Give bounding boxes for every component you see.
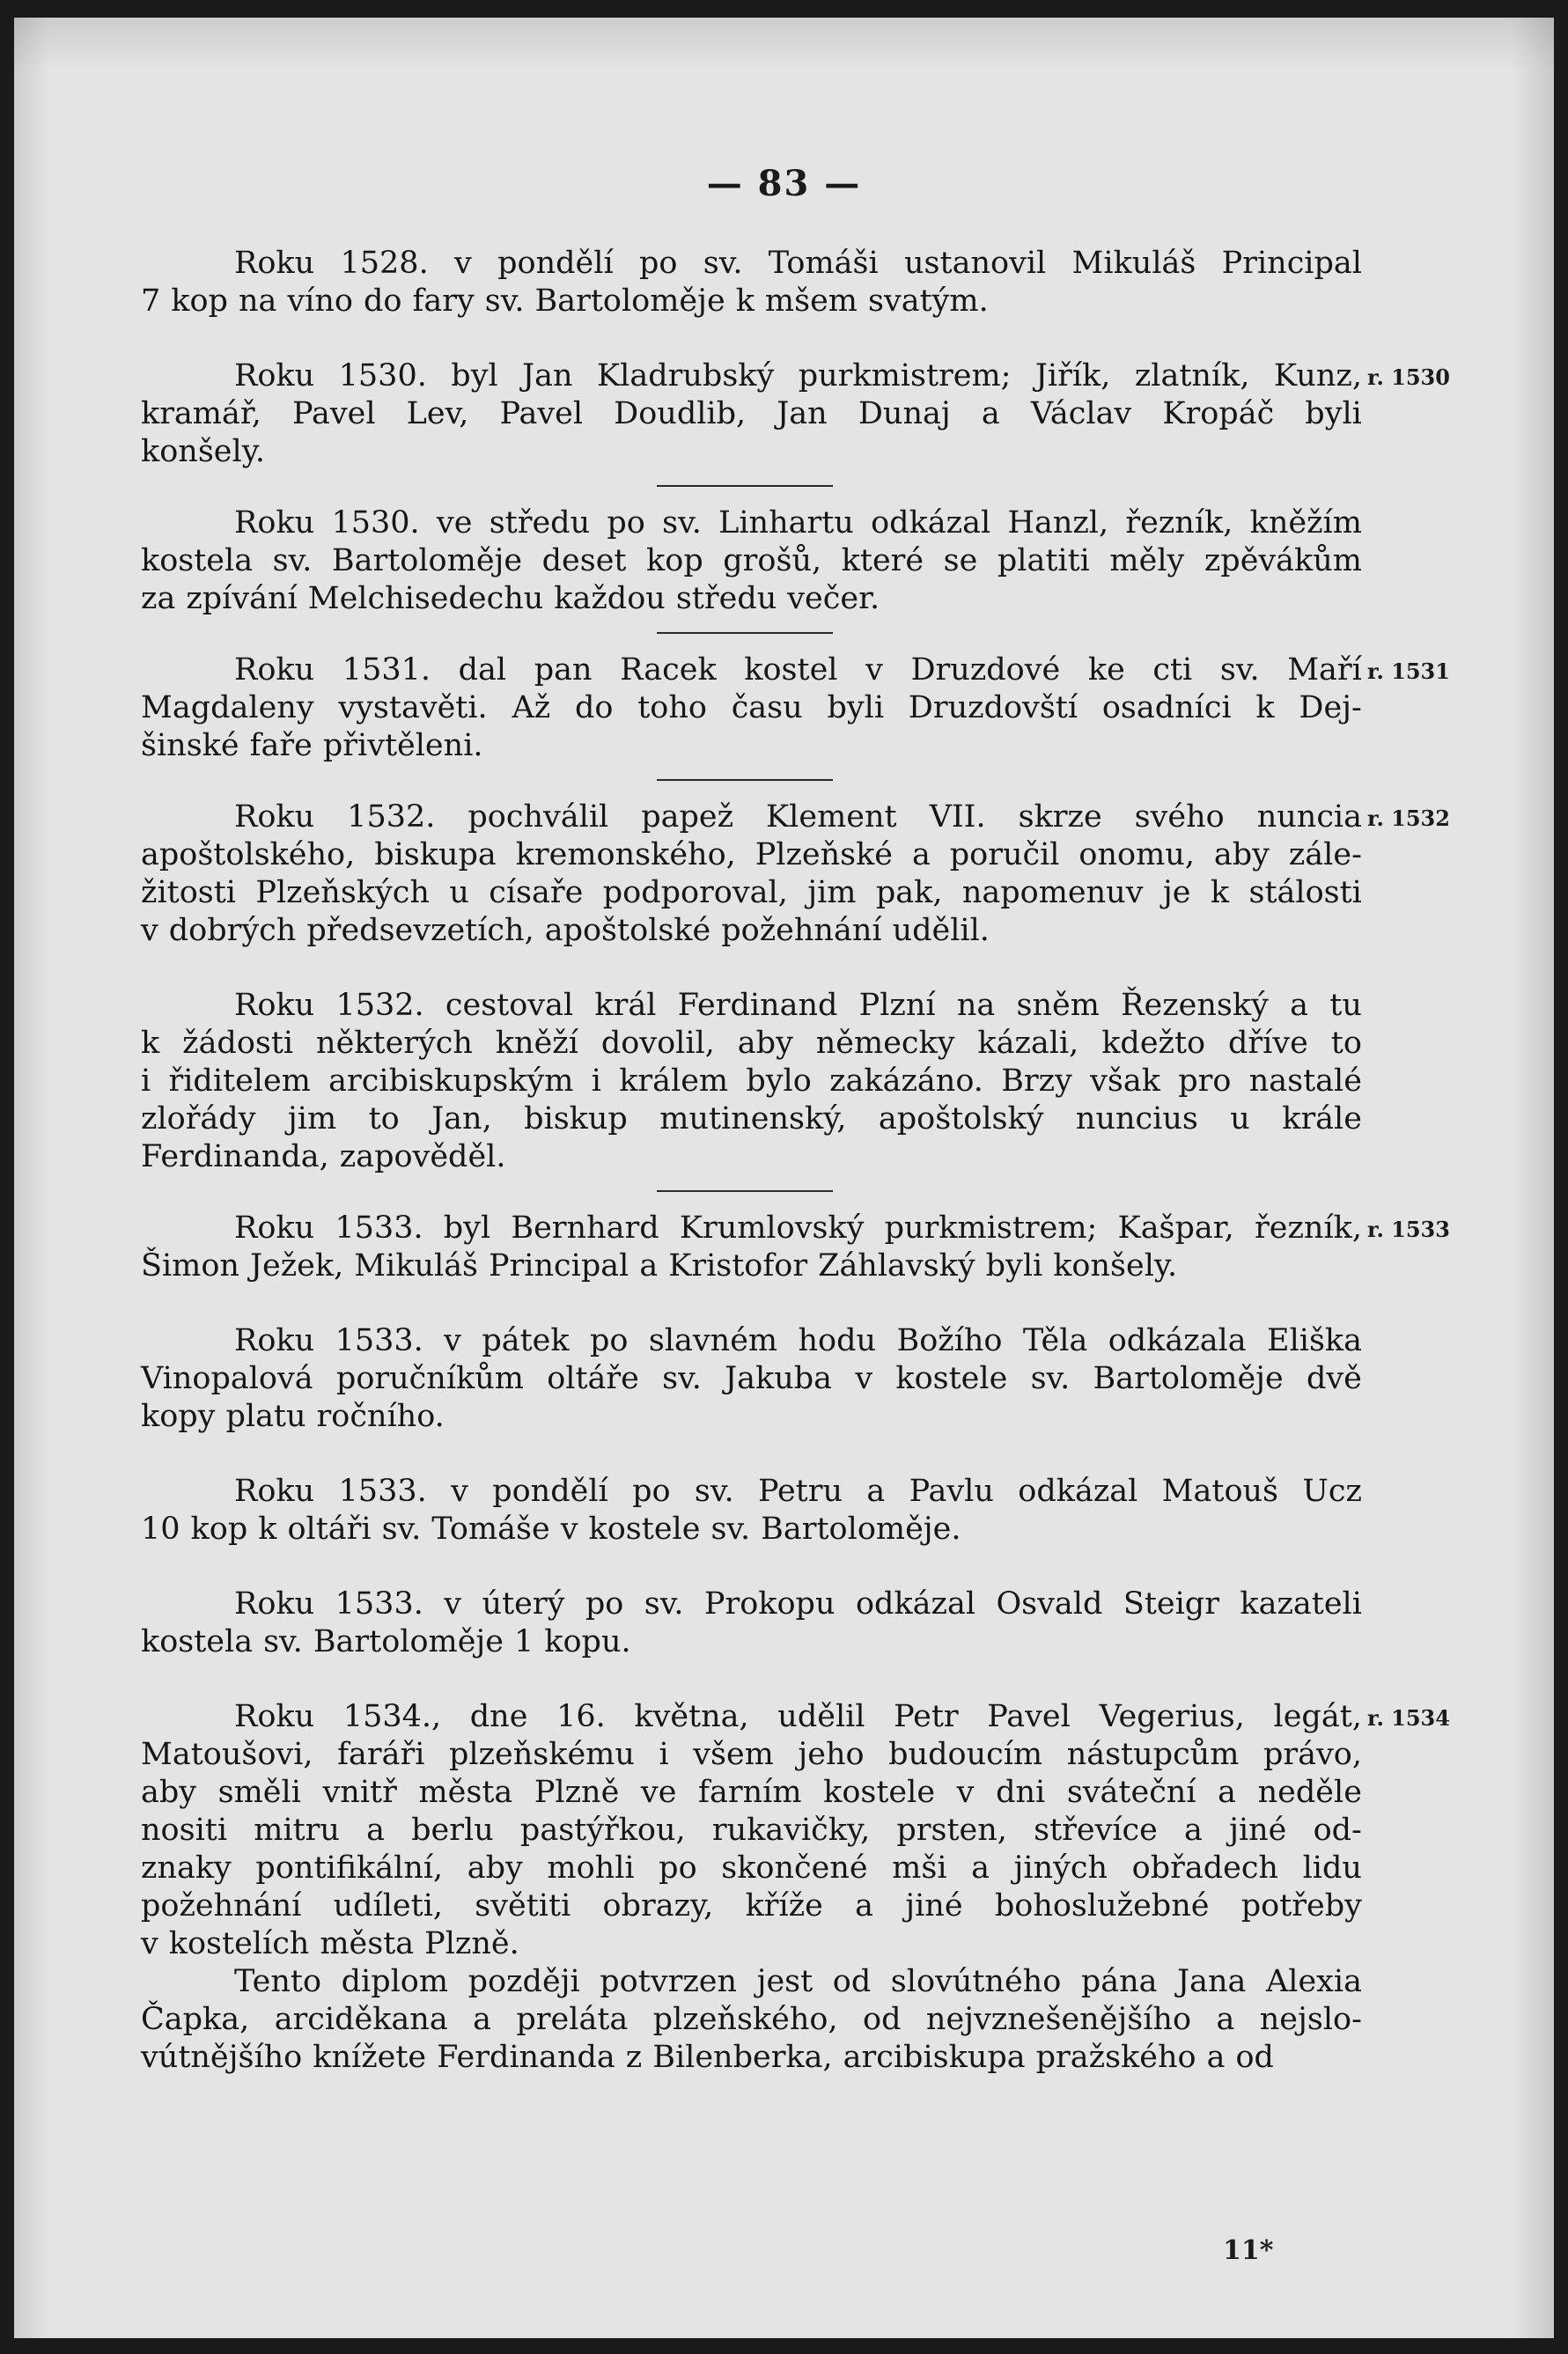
- text-line: k žádosti některých kněží dovolil, aby německy kázali, kdežto dříve to: [141, 1026, 1362, 1061]
- text-line: Vinopalová poručníkům oltáře sv. Jakuba v kostele sv. Bartoloměje dvě: [141, 1361, 1362, 1396]
- text-line: Roku 1533. byl Bernhard Krumlovský purkmistrem; Kašpar, řezník,: [234, 1210, 1362, 1246]
- paragraph: [141, 651, 1362, 765]
- text-line: Roku 1528. v pondělí po sv. Tomáši ustanovil Mikuláš Principal: [234, 246, 1362, 281]
- book-page: [14, 18, 1554, 2338]
- paragraph: [141, 1963, 1362, 2077]
- text-line: kostela sv. Bartoloměje 1 kopu.: [141, 1624, 631, 1659]
- paragraph: [141, 1585, 1362, 1661]
- text-line: Roku 1533. v pondělí po sv. Petru a Pavlu odkázal Matouš Ucz: [234, 1474, 1362, 1509]
- text-line: Roku 1533. v úterý po sv. Prokopu odkázal Osvald Steigr kazateli: [234, 1586, 1362, 1622]
- text-line: Roku 1534., dne 16. května, udělil Petr Pavel Vegerius, legát,: [234, 1699, 1362, 1734]
- text-line: v kostelích města Plzně.: [141, 1926, 519, 1961]
- text-line: zlořády jim to Jan, biskup mutinenský, apoštolský nuncius u krále: [141, 1101, 1362, 1137]
- text-line: šinské faře přivtěleni.: [141, 728, 483, 763]
- text-line: Tento diplom později potvrzen jest od slovútného pána Jana Alexia: [234, 1964, 1362, 1999]
- text-line: kopy platu ročního.: [141, 1399, 445, 1434]
- text-line: Roku 1533. v pátek po slavném hodu Božího Těla odkázala Eliška: [234, 1323, 1362, 1358]
- text-line: Magdaleny vystavěti. Až do toho času byli Druzdovští osadníci k Dej-: [141, 690, 1362, 725]
- section-divider: [657, 632, 833, 634]
- text-line: apoštolského, biskupa kremonského, Plzeňské a poručil onomu, aby zále-: [141, 837, 1362, 872]
- text-line: Roku 1530. ve středu po sv. Linhartu odkázal Hanzl, řezník, kněžím: [234, 505, 1362, 541]
- text-line: aby směli vnitř města Plzně ve farním kostele v dni sváteční a neděle: [141, 1775, 1362, 1810]
- text-line: žitosti Plzeňských u císaře podporoval, jim pak, napomenuv je k stálosti: [141, 875, 1362, 910]
- text-line: Čapka, arciděkana a preláta plzeňského, od nejvznešenějšího a nejslo-: [141, 2002, 1362, 2037]
- paragraph: [141, 1322, 1362, 1436]
- margin-year-note: r. 1532: [1367, 806, 1450, 831]
- signature-mark: 11*: [1223, 2235, 1274, 2266]
- page-number: — 83 —: [706, 163, 862, 204]
- paragraph: [141, 1210, 1362, 1285]
- section-divider: [657, 779, 833, 781]
- text-line: konšely.: [141, 434, 265, 469]
- margin-year-note: r. 1533: [1367, 1217, 1450, 1242]
- paragraph: [141, 504, 1362, 618]
- text-line: Šimon Ježek, Mikuláš Principal a Kristofor Záhlavský byli konšely.: [141, 1248, 1178, 1284]
- text-line: nositi mitru a berlu pastýřkou, rukavičky, prsten, střevíce a jiné od-: [141, 1813, 1362, 1848]
- text-line: 10 kop k oltáři sv. Tomáše v kostele sv. Bartoloměje.: [141, 1512, 961, 1547]
- section-divider: [657, 1190, 833, 1192]
- text-line: v dobrých předsevzetích, apoštolské požehnání udělil.: [141, 913, 990, 948]
- text-line: znaky pontifikální, aby mohli po skončené mši a jiných obřadech lidu: [141, 1850, 1362, 1886]
- text-line: Roku 1532. cestoval král Ferdinand Plzní na sněm Řezenský a tu: [234, 988, 1362, 1023]
- text-line: kostela sv. Bartoloměje deset kop grošů, které se platiti měly zpěvákům: [141, 543, 1362, 578]
- paragraph: [141, 987, 1362, 1176]
- paragraph: [141, 1473, 1362, 1548]
- text-line: Matoušovi, faráři plzeňskému i všem jeho budoucím nástupcům právo,: [141, 1737, 1362, 1772]
- text-line: Ferdinanda, zapověděl.: [141, 1139, 506, 1174]
- paragraph: [141, 245, 1362, 320]
- text-line: Roku 1532. pochválil papež Klement VII. skrze svého nuncia: [234, 799, 1362, 835]
- text-line: kramář, Pavel Lev, Pavel Doudlib, Jan Dunaj a Václav Kropáč byli: [141, 396, 1362, 431]
- text-line: Roku 1530. byl Jan Kladrubský purkmistrem; Jiřík, zlatník, Kunz,: [234, 358, 1362, 394]
- paragraph: [141, 798, 1362, 950]
- paragraph: [141, 1698, 1362, 1963]
- text-line: požehnání udíleti, světiti obrazy, kříže a jiné bohoslužebné potřeby: [141, 1888, 1362, 1924]
- text-line: i řiditelem arcibiskupským i králem bylo zakázáno. Brzy však pro nastalé: [141, 1063, 1362, 1099]
- section-divider: [657, 485, 833, 487]
- text-line: Roku 1531. dal pan Racek kostel v Druzdové ke cti sv. Maří: [234, 652, 1362, 688]
- text-line: za zpívání Melchisedechu každou středu večer.: [141, 581, 880, 616]
- margin-year-note: r. 1531: [1367, 658, 1450, 684]
- text-line: vútnějšího knížete Ferdinanda z Bilenberka, arcibiskupa pražského a od: [141, 2040, 1274, 2075]
- text-line: 7 kop na víno do fary sv. Bartoloměje k mšem svatým.: [141, 283, 989, 319]
- margin-year-note: r. 1534: [1367, 1705, 1450, 1731]
- paragraph: [141, 357, 1362, 471]
- margin-year-note: r. 1530: [1367, 364, 1450, 390]
- page-body: [141, 245, 1362, 2077]
